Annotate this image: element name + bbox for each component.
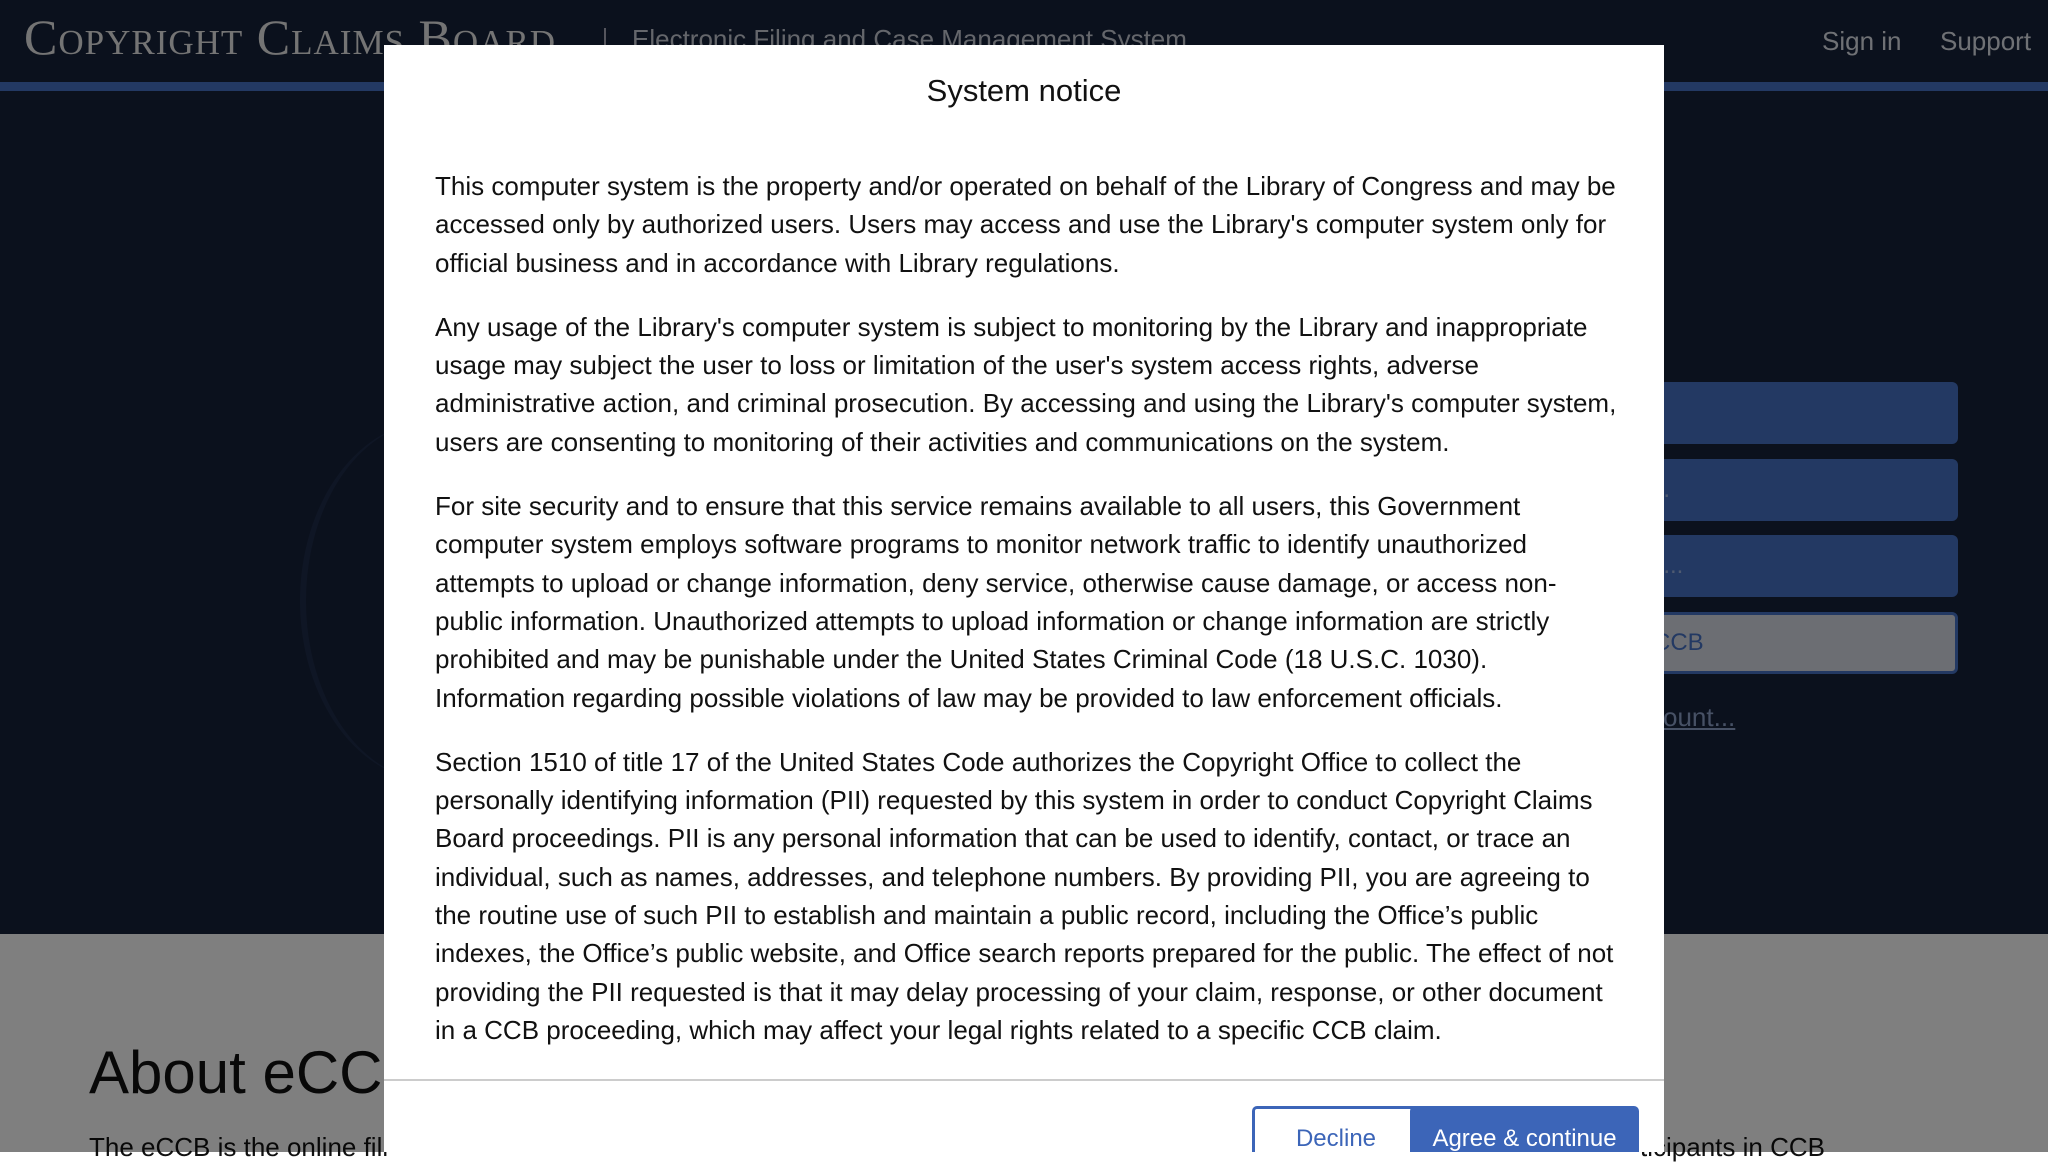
notice-paragraph: This computer system is the property and/or operated on behalf of the Library of Congress and may be accessed only by authorized users. Users may access and use the Library's computer system only for official business and in accordance with Library regulations. xyxy=(435,171,1616,278)
agree-continue-button[interactable]: Agree & continue xyxy=(1410,1106,1639,1152)
system-notice-dialog xyxy=(384,45,1664,1152)
notice-paragraph: Any usage of the Library's computer system is subject to monitoring by the Library and inappropriate usage may subject the user to loss or limitation of the user's system access rights, adverse administrative action, and criminal prosecution. By accessing and using the Library's computer system, users are consenting to monitoring of their activities and communications on the system. xyxy=(435,311,1617,457)
dialog-divider xyxy=(384,1079,1664,1081)
dialog-title: System notice xyxy=(926,73,1122,108)
notice-paragraph: For site security and to ensure that this service remains available to all users, this Government computer system employs software programs to monitor network traffic to identify unauthorized attempts to upload or change information, deny service, otherwise cause damage, or access non-public information. Unauthorized attempts to upload information or change information are strictly prohibited and may be punishable under the United States Criminal Code (18 U.S.C. 1030). Information regarding possible violations of law may be provided to law enforcement officials. xyxy=(435,491,1557,713)
decline-button[interactable]: Decline xyxy=(1252,1106,1420,1152)
notice-paragraph: Section 1510 of title 17 of the United States Code authorizes the Copyright Office to collect the personally identifying information (PII) requested by this system in order to conduct Copyright Claims Board proceedings. PII is any personal information that can be used to identify, contact, or trace an individual, such as names, addresses, and telephone numbers. By providing PII, you are agreeing to the routine use of such PII to establish and maintain a public record, including the Office’s public indexes, the Office’s public website, and Office search reports prepared for the public. The effect of not providing the PII requested is that it may delay processing of your claim, response, or other document in a CCB proceeding, which may affect your legal rights related to a specific CCB claim. xyxy=(435,746,1614,1045)
dialog-body xyxy=(435,167,1620,1075)
